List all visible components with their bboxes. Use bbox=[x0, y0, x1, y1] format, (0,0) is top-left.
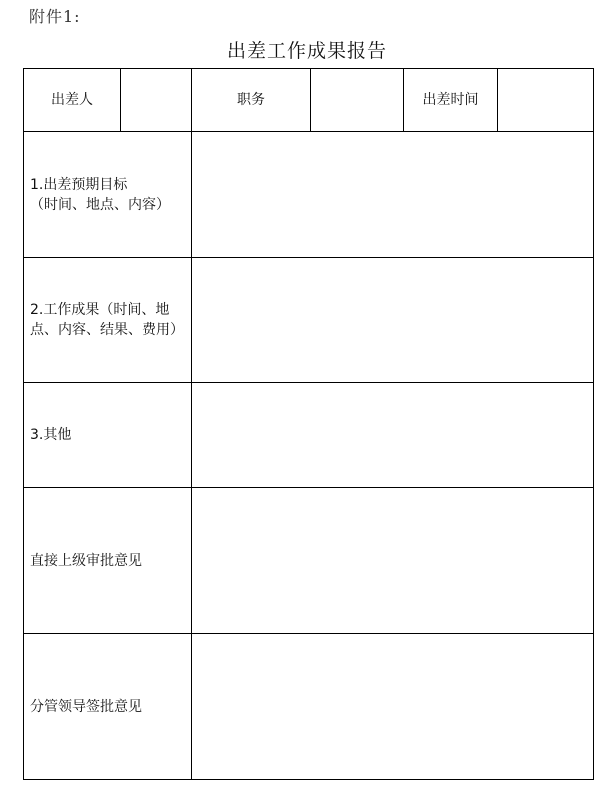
row-label-line: 1.出差预期目标 bbox=[30, 176, 128, 193]
work-results-label bbox=[24, 258, 192, 383]
supervisor-approval-label bbox=[24, 488, 192, 634]
row-label-line: 直接上级审批意见 bbox=[30, 552, 142, 569]
travel-report-table bbox=[23, 68, 594, 780]
work-results-field[interactable] bbox=[192, 258, 594, 383]
header-row bbox=[24, 69, 594, 132]
leader-signoff-label bbox=[24, 634, 192, 780]
row-label-line: （时间、地点、内容） bbox=[30, 196, 170, 213]
other-label bbox=[24, 383, 192, 488]
trip-time-field[interactable] bbox=[498, 69, 594, 132]
supervisor-approval-field[interactable] bbox=[192, 488, 594, 634]
attachment-label: 附件1: bbox=[29, 7, 81, 26]
position-label: 职务 bbox=[192, 69, 311, 132]
row-label-line: 3.其他 bbox=[30, 427, 72, 443]
trip-time-label: 出差时间 bbox=[404, 69, 498, 132]
row-label-line: 点、内容、结果、费用） bbox=[30, 322, 184, 338]
traveler-field[interactable] bbox=[121, 69, 192, 132]
leader-signoff-field[interactable] bbox=[192, 634, 594, 780]
row-label-line: 2.工作成果（时间、地 bbox=[30, 302, 170, 318]
table-row bbox=[24, 258, 594, 383]
other-field[interactable] bbox=[192, 383, 594, 488]
table-row bbox=[24, 634, 594, 780]
row-label-line: 分管领导签批意见 bbox=[30, 698, 142, 715]
position-field[interactable] bbox=[311, 69, 404, 132]
expected-goals-label bbox=[24, 132, 192, 258]
table-row bbox=[24, 132, 594, 258]
page-title: 出差工作成果报告 bbox=[226, 40, 387, 62]
traveler-label: 出差人 bbox=[24, 69, 121, 132]
table-row bbox=[24, 488, 594, 634]
table-row bbox=[24, 383, 594, 488]
expected-goals-field[interactable] bbox=[192, 132, 594, 258]
